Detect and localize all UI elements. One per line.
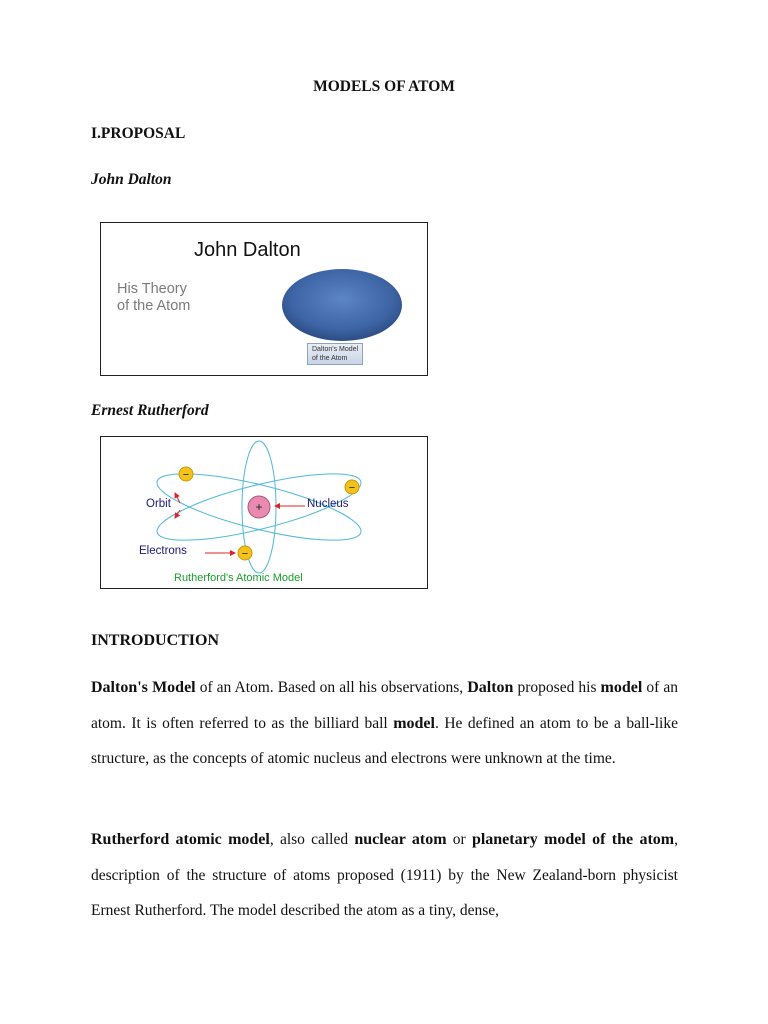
rutherford-figure xyxy=(100,436,428,589)
paragraph-text: or xyxy=(446,831,472,848)
paragraph-text: proposed his xyxy=(513,679,601,696)
paragraph-text: of an Atom. Based on all his observations, xyxy=(195,679,468,696)
paragraph-text: , also called xyxy=(269,831,355,848)
dalton-caption-line-2: of the Atom xyxy=(312,355,348,362)
label-electrons: Electrons xyxy=(139,545,187,557)
rutherford-atom-diagram xyxy=(101,437,427,588)
bold-term: model xyxy=(393,714,435,732)
label-orbit: Orbit xyxy=(146,498,171,510)
paragraph-rutherford-model xyxy=(91,822,678,929)
dalton-figure-caption xyxy=(307,343,363,365)
electron-minus-sign: − xyxy=(348,482,356,494)
bold-term: planetary model of the atom xyxy=(471,831,675,848)
bold-term: nuclear atom xyxy=(354,831,447,848)
bold-term: model xyxy=(600,679,643,696)
bold-term: Rutherford atomic model xyxy=(91,831,270,848)
paragraph-text: , description of the structure of atoms proposed (1911) by the New Zealand-born physicist Ernest Rutherford. The model described the atom as a tiny, dense, xyxy=(91,831,679,919)
paragraph-text: of an atom. It is often referred to as the billiard ball xyxy=(91,679,678,732)
nucleus-plus-sign: + xyxy=(255,500,263,514)
dalton-subtitle-line-1: His Theory xyxy=(117,281,187,297)
rutherford-figure-caption: Rutherford's Atomic Model xyxy=(174,572,303,584)
label-nucleus: Nucleus xyxy=(307,498,349,510)
electron-minus-sign: − xyxy=(241,548,249,560)
dalton-figure-heading: John Dalton xyxy=(194,239,301,261)
section-heading-proposal: I.PROPOSAL xyxy=(91,125,186,142)
dalton-sphere xyxy=(282,269,402,341)
bold-term: Dalton xyxy=(467,679,514,696)
dalton-caption-line-1: Dalton's Model xyxy=(312,346,359,353)
dalton-subtitle-line-2: of the Atom xyxy=(117,298,191,314)
electron-minus-sign: − xyxy=(182,469,190,481)
subheading-john-dalton: John Dalton xyxy=(91,171,172,188)
dalton-figure xyxy=(100,222,428,376)
section-heading-introduction: INTRODUCTION xyxy=(91,632,220,649)
document-title: MODELS OF ATOM xyxy=(313,78,455,95)
subheading-ernest-rutherford: Ernest Rutherford xyxy=(91,402,209,419)
paragraph-dalton-model xyxy=(91,670,678,777)
bold-term: Dalton's Model xyxy=(91,679,196,696)
dalton-figure-subtitle xyxy=(117,281,190,315)
dalton-atom-sphere-image xyxy=(279,267,405,343)
paragraph-text: . He defined an atom to be a ball-like structure, as the concepts of atomic nucleus and electrons were unknown at the time. xyxy=(91,714,678,767)
